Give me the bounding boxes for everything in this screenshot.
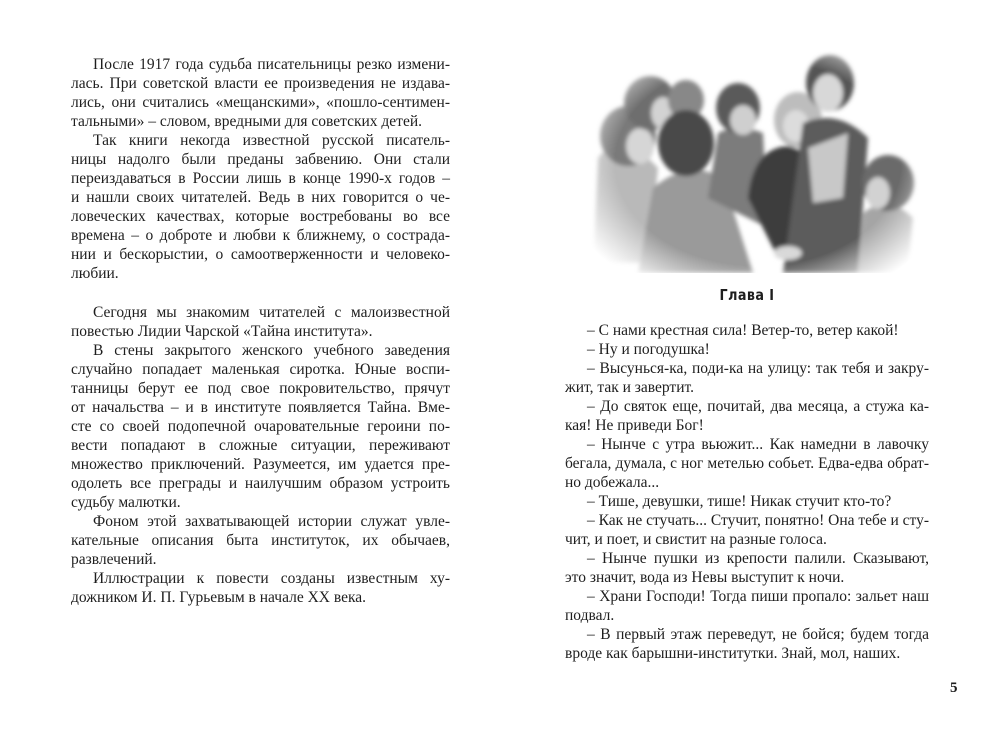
text-line: – Нынче с утра вьюжит... Как намедни в лавочку bbox=[587, 436, 929, 453]
text-line: ницы надолго были преданы забвению. Они стали bbox=[71, 151, 450, 168]
page-number: 5 bbox=[950, 680, 958, 696]
text-line: дожником И. П. Гурьевым в начале XX века. bbox=[71, 589, 367, 606]
text-line: и нашли своих читателей. Ведь в них говорится о че- bbox=[71, 189, 450, 206]
right-page-dialogue bbox=[565, 321, 929, 663]
text-line: чит, и поет, и свистит на разные голоса. bbox=[565, 531, 827, 548]
text-line: – Нынче пушки из крепости палили. Сказывают, bbox=[587, 550, 929, 567]
text-line: – Ну и погодушка! bbox=[587, 341, 710, 358]
text-line: Так книги некогда известной русской писатель- bbox=[93, 132, 450, 149]
text-line: повестью Лидии Чарской «Тайна института». bbox=[71, 323, 373, 340]
text-line: лись, они считались «мещанскими», «пошло-сентимен- bbox=[71, 94, 450, 111]
text-line: – С нами крестная сила! Ветер-то, ветер какой! bbox=[587, 322, 899, 339]
text-line: танницы берут ее под свое покровительство, прячут bbox=[71, 380, 450, 397]
text-line: – В первый этаж переведут, не бойся; будем тогда bbox=[587, 626, 929, 643]
chapter-illustration bbox=[588, 28, 928, 273]
text-line: нии и бескорыстии, о самоотверженности и человеко- bbox=[71, 246, 450, 263]
text-line: бегала, думала, с ног метелью собьет. Едва-едва обрат- bbox=[565, 455, 929, 472]
text-line: вроде как барышни-институтки. Знай, мол, наших. bbox=[565, 645, 901, 662]
text-line: лась. При советской власти ее произведения не издава- bbox=[71, 75, 450, 92]
text-line: вести попадают в сложные ситуации, переживают bbox=[71, 437, 450, 454]
text-line: После 1917 года судьба писательницы резко измени- bbox=[93, 56, 450, 73]
text-line: развлечений. bbox=[71, 551, 157, 568]
text-line: переиздаваться в России лишь в конце 1990-х годов – bbox=[71, 170, 450, 187]
text-line: Сегодня мы знакомим читателей с малоизвестной bbox=[93, 304, 450, 321]
text-line: но добежала... bbox=[565, 474, 660, 491]
text-line: жит, так и завертит. bbox=[565, 379, 694, 396]
text-line: – Высунься-ка, поди-ка на улицу: так тебя и закру- bbox=[587, 360, 929, 377]
chapter-title: Глава I bbox=[719, 286, 775, 304]
text-line: времена – о доброте и любви к ближнему, о сострада- bbox=[71, 227, 450, 244]
text-line: подвал. bbox=[565, 607, 615, 624]
left-page-text-bottom bbox=[71, 303, 450, 607]
left-page-text-top bbox=[71, 55, 450, 283]
text-line: случайно попадает маленькая сиротка. Юные воспи- bbox=[71, 361, 450, 378]
text-line: одолеть все преграды и наилучшим образом устроить bbox=[71, 475, 450, 492]
text-line: – Тише, девушки, тише! Никак стучит кто-то? bbox=[587, 493, 892, 510]
text-line: В стены закрытого женского учебного заведения bbox=[93, 342, 450, 359]
text-line: судьбу малютки. bbox=[71, 494, 181, 511]
text-line: кая! Не приведи Бог! bbox=[565, 417, 704, 434]
text-line: тальными» – словом, вредными для советских детей. bbox=[71, 113, 422, 130]
text-line: – До святок еще, почитай, два месяца, а стужа ка- bbox=[587, 398, 929, 415]
text-line: множество приключений. Разумеется, им удается пре- bbox=[71, 456, 450, 473]
text-line: любии. bbox=[71, 265, 119, 282]
text-line: Иллюстрации к повести созданы известным ху- bbox=[93, 570, 450, 587]
text-line: от начальства – и в институте появляется Тайна. Вме- bbox=[71, 399, 450, 416]
text-line: сте со своей подопечной очаровательные героини по- bbox=[71, 418, 450, 435]
text-line: – Храни Господи! Тогда пиши пропало: зальет наш bbox=[587, 588, 929, 605]
text-line: кательные описания быта институток, их обычаев, bbox=[71, 532, 450, 549]
text-line: это значит, вода из Невы выступит к ночи. bbox=[565, 569, 845, 586]
text-line: – Как не стучать... Стучит, понятно! Она тебе и сту- bbox=[587, 512, 929, 529]
text-line: ловеческих качествах, которые востребованы во все bbox=[71, 208, 450, 225]
text-line: Фоном этой захватывающей истории служат увле- bbox=[93, 513, 450, 530]
